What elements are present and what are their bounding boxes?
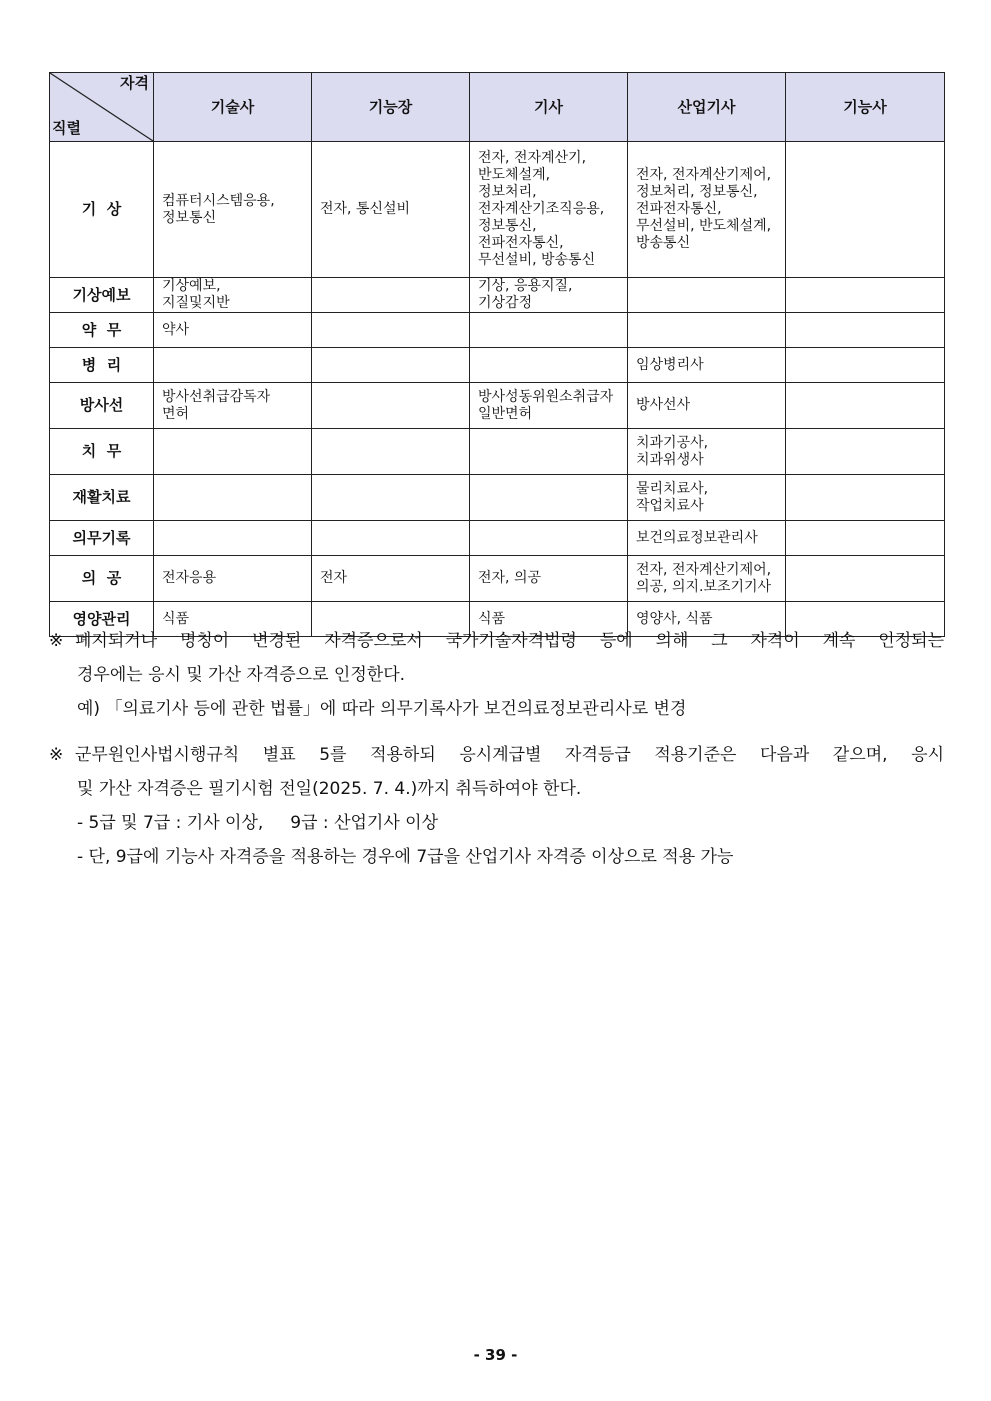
table-row <box>50 142 945 278</box>
table-cell <box>312 278 470 313</box>
table-cell: 식품 <box>470 602 628 637</box>
table-cell: 전자, 전자계산기제어, 의공, 의지.보조기기사 <box>628 556 786 602</box>
table-cell: 물리치료사, 작업치료사 <box>628 475 786 521</box>
row-header: 의 공 <box>50 556 154 602</box>
table-cell <box>312 383 470 429</box>
note-bullet: - 단, 9급에 기능사 자격증을 적용하는 경우에 7급을 산업기사 자격증 이상으로 적용 가능 <box>77 847 734 867</box>
row-header: 영양관리 <box>50 602 154 637</box>
corner-label-job-series: 직렬 <box>52 119 81 137</box>
table-cell: 전자, 통신설비 <box>312 142 470 278</box>
corner-label-qualification: 자격 <box>120 74 149 92</box>
row-header: 기 상 <box>50 142 154 278</box>
table-cell <box>312 313 470 348</box>
note-text: 폐지되거나 명칭이 변경된 자격증으로서 국가기술자격법령 등에 의해 그 자격이 계속 인정되는 <box>75 631 944 651</box>
table-cell <box>312 521 470 556</box>
note-example: 예) 「의료기사 등에 관한 법률」에 따라 의무기록사가 보건의료정보관리사로 변경 <box>77 699 687 719</box>
table-cell: 치과기공사, 치과위생사 <box>628 429 786 475</box>
table-cell <box>786 313 945 348</box>
table-cell: 전자 <box>312 556 470 602</box>
reference-mark: ※ <box>49 745 64 765</box>
table-cell <box>628 313 786 348</box>
note-bullet: - 5급 및 7급 : 기사 이상, 9급 : 산업기사 이상 <box>77 813 439 833</box>
table-header-row <box>50 73 945 142</box>
table-cell: 전자, 전자계산기제어, 정보처리, 정보통신, 전파전자통신, 무선설비, 반도체설계, 방송통신 <box>628 142 786 278</box>
table-row <box>50 475 945 521</box>
table-cell: 기상, 응용지질, 기상감정 <box>470 278 628 313</box>
table-row <box>50 313 945 348</box>
row-header: 약 무 <box>50 313 154 348</box>
table-cell <box>628 278 786 313</box>
row-header: 병 리 <box>50 348 154 383</box>
table-cell <box>786 429 945 475</box>
table-cell <box>470 521 628 556</box>
table-cell: 식품 <box>154 602 312 637</box>
table-cell: 보건의료정보관리사 <box>628 521 786 556</box>
table-cell <box>154 521 312 556</box>
row-header: 재활치료 <box>50 475 154 521</box>
table-cell <box>786 521 945 556</box>
row-header: 치 무 <box>50 429 154 475</box>
table-cell: 방사성동위원소취급자 일반면허 <box>470 383 628 429</box>
table-cell: 임상병리사 <box>628 348 786 383</box>
table-cell <box>470 348 628 383</box>
table-cell <box>154 429 312 475</box>
reference-mark: ※ <box>49 631 64 651</box>
table-cell <box>470 429 628 475</box>
column-header: 기능장 <box>312 73 470 142</box>
row-header: 방사선 <box>50 383 154 429</box>
column-header: 기능사 <box>786 73 945 142</box>
table-cell <box>786 475 945 521</box>
table-row <box>50 383 945 429</box>
notes-section <box>49 624 944 886</box>
table-cell: 약사 <box>154 313 312 348</box>
table-cell <box>154 348 312 383</box>
note-recognized-certificates <box>49 624 944 726</box>
table-row <box>50 348 945 383</box>
note-line <box>49 624 944 658</box>
table-row <box>50 278 945 313</box>
table-cell <box>470 313 628 348</box>
table-cell <box>786 278 945 313</box>
table-cell: 전자응용 <box>154 556 312 602</box>
table-cell: 전자, 의공 <box>470 556 628 602</box>
table-corner-cell <box>50 73 154 142</box>
table-row <box>50 429 945 475</box>
note-line <box>49 738 944 772</box>
note-text: 및 가산 자격증은 필기시험 전일(2025. 7. 4.)까지 취득하여야 한다. <box>77 779 582 799</box>
table-cell: 방사선사 <box>628 383 786 429</box>
note-text: 군무원인사법시행규칙 별표 5를 적용하되 응시계급별 자격등급 적용기준은 다음과 같으며, 응시 <box>75 745 944 765</box>
table-cell <box>786 142 945 278</box>
column-header: 기술사 <box>154 73 312 142</box>
column-header: 산업기사 <box>628 73 786 142</box>
table-cell <box>786 383 945 429</box>
table-row <box>50 556 945 602</box>
table-row <box>50 521 945 556</box>
column-header: 기사 <box>470 73 628 142</box>
table-cell <box>154 475 312 521</box>
qualification-table <box>49 72 945 637</box>
note-text: 경우에는 응시 및 가산 자격증으로 인정한다. <box>77 665 406 685</box>
note-grade-criteria <box>49 738 944 874</box>
table-cell <box>786 348 945 383</box>
table-cell: 전자, 전자계산기, 반도체설계, 정보처리, 전자계산기조직응용, 정보통신, 전파전자통신, 무선설비, 방송통신 <box>470 142 628 278</box>
table-cell <box>312 348 470 383</box>
table-cell: 방사선취급감독자 면허 <box>154 383 312 429</box>
row-header: 의무기록 <box>50 521 154 556</box>
table-cell <box>470 475 628 521</box>
table-cell <box>312 429 470 475</box>
table-cell: 컴퓨터시스템응용, 정보통신 <box>154 142 312 278</box>
page-number: - 39 - <box>473 1346 518 1364</box>
table-cell: 영양사, 식품 <box>628 602 786 637</box>
table-cell <box>312 475 470 521</box>
table-cell <box>786 556 945 602</box>
table-cell: 기상예보, 지질및지반 <box>154 278 312 313</box>
row-header: 기상예보 <box>50 278 154 313</box>
